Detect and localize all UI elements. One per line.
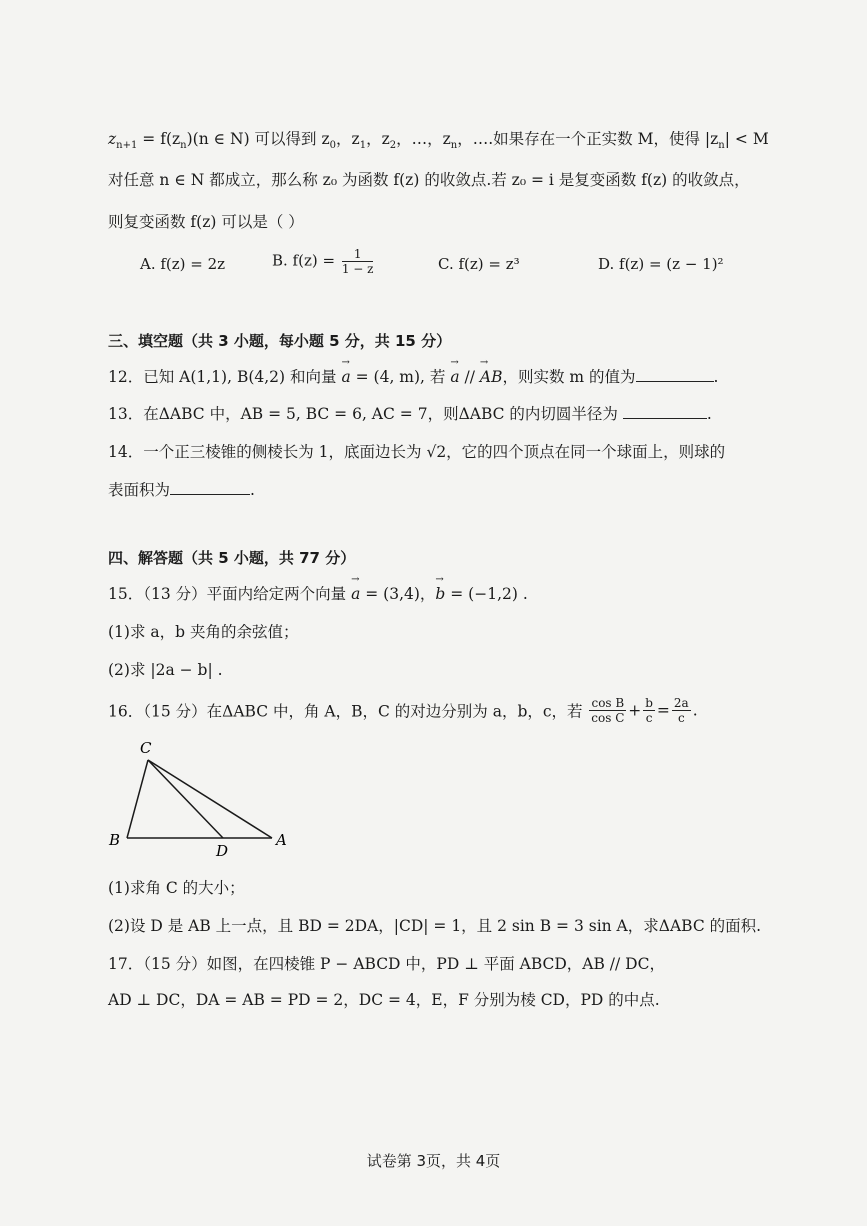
q12-end: . bbox=[713, 368, 719, 386]
fraction-numerator: cos B bbox=[591, 696, 625, 710]
q12-text: // bbox=[459, 368, 480, 386]
section3-title: 三、填空题（共 3 小题，每小题 5 分，共 15 分） bbox=[108, 332, 452, 350]
q16-text: 16．（15 分）在ΔABC 中，角 A，B，C 的对边分别为 a，b，c，若 bbox=[108, 702, 583, 721]
q11-text: )(n ∈ N) 可以得到 z bbox=[186, 130, 330, 148]
q16 bbox=[108, 696, 698, 725]
q15-part2: (2)求 |2a − b| . bbox=[108, 661, 223, 679]
fraction-numerator: 1 bbox=[342, 247, 374, 262]
triangle-figure bbox=[100, 735, 300, 865]
equals-sign: = bbox=[656, 701, 670, 720]
option-b-fraction bbox=[342, 247, 374, 276]
q11-line3: 则复变函数 f(z) 可以是（ ） bbox=[108, 213, 304, 231]
q15: 15．（13 分）平面内给定两个向量 → a = (3,4)，→ b = (−1,2) . bbox=[108, 582, 528, 604]
answer-blank[interactable] bbox=[170, 480, 250, 495]
q15-text: 15．（13 分）平面内给定两个向量 bbox=[108, 585, 352, 603]
q16-end: . bbox=[692, 701, 698, 720]
section4-title: 四、解答题（共 5 小题，共 77 分） bbox=[108, 549, 356, 567]
q15-text: = (−1,2) . bbox=[445, 585, 528, 603]
q16-fraction-3 bbox=[672, 696, 691, 725]
q13-text: 13．在ΔABC 中，AB = 5, BC = 6, AC = 7，则ΔABC 的内切圆半径为 bbox=[108, 405, 618, 423]
q12-text: 12．已知 A(1,1), B(4,2) 和向量 bbox=[108, 368, 342, 386]
page-footer: 试卷第 3页，共 4页 bbox=[366, 1152, 501, 1170]
q13 bbox=[108, 402, 712, 424]
q11-text: z bbox=[108, 130, 117, 148]
q15-text: = (3,4)， bbox=[360, 585, 436, 603]
q14-text: 表面积为 bbox=[108, 481, 171, 499]
q11-option-c: C. f(z) = z³ bbox=[438, 255, 520, 273]
q17-line2: AD ⊥ DC，DA = AB = PD = 2，DC = 4，E，F 分别为棱 CD，PD 的中点. bbox=[108, 991, 660, 1009]
fraction-denominator: c bbox=[677, 711, 685, 725]
q14-line2 bbox=[108, 478, 255, 500]
option-b-prefix: B. f(z) = bbox=[272, 251, 336, 270]
fraction-numerator: b bbox=[645, 696, 653, 710]
q11-line1: $z_{n+1} = f(z_n)(n$ ∈ N) 可以得到 $z_0$，$z_1$，$z_2$，…，$z_n$，….如果存在一个正实数 M，使得 $|z_n| < M$ bbox=[108, 130, 769, 152]
q11-text: ，z bbox=[336, 130, 360, 148]
q11-text: = f(z bbox=[137, 130, 181, 148]
label-c: C bbox=[140, 739, 152, 757]
q12-text: ，则实数 m 的值为 bbox=[502, 368, 636, 386]
plus-sign: + bbox=[628, 701, 642, 720]
q11-text: ，….如果存在一个正实数 M，使得 |z bbox=[457, 130, 719, 148]
side-cb bbox=[127, 760, 148, 838]
q11-option-b bbox=[272, 247, 375, 276]
q11-option-d: D. f(z) = (z − 1)² bbox=[598, 255, 724, 273]
q13-end: . bbox=[706, 405, 712, 423]
q16-fraction-1 bbox=[589, 696, 626, 725]
q16-part1: (1)求角 C 的大小； bbox=[108, 879, 245, 897]
q11-text: ，…，z bbox=[396, 130, 451, 148]
q16-fraction-2 bbox=[643, 696, 655, 725]
label-a: A bbox=[276, 831, 287, 849]
q17-line1: 17．（15 分）如图，在四棱锥 P − ABCD 中，PD ⊥ 平面 ABCD，AB // DC， bbox=[108, 955, 665, 973]
fraction-denominator: cos C bbox=[591, 711, 625, 725]
q14-line1: 14．一个正三棱锥的侧棱长为 1，底面边长为 √2，它的四个顶点在同一个球面上，则球的 bbox=[108, 443, 726, 461]
q11-option-a: A. f(z) = 2z bbox=[140, 255, 226, 273]
answer-blank[interactable] bbox=[623, 404, 707, 419]
q12-text: = (4, m), 若 bbox=[350, 368, 451, 386]
segment-cd bbox=[148, 760, 223, 838]
q15-part1: (1)求 a，b 夹角的余弦值； bbox=[108, 623, 299, 641]
side-ca bbox=[148, 760, 272, 838]
q11-text: | < M bbox=[724, 130, 769, 148]
q11-text: ，z bbox=[366, 130, 390, 148]
answer-blank[interactable] bbox=[636, 367, 714, 382]
q11-line2: 对任意 n ∈ N 都成立，那么称 z₀ 为函数 f(z) 的收敛点.若 z₀ = i 是复变函数 f(z) 的收敛点， bbox=[108, 171, 750, 189]
q12: 12．已知 A(1,1), B(4,2) 和向量 → a = (4, m), 若 → a // → AB，则实数 m 的值为 . bbox=[108, 365, 718, 387]
fraction-denominator: 1 − z bbox=[341, 262, 374, 276]
q16-part2: (2)设 D 是 AB 上一点，且 BD = 2DA，|CD| = 1，且 2 sin B = 3 sin A，求ΔABC 的面积. bbox=[108, 917, 762, 935]
fraction-numerator: 2a bbox=[673, 696, 689, 710]
label-d: D bbox=[216, 842, 229, 860]
label-b: B bbox=[109, 831, 121, 849]
q14-end: . bbox=[250, 481, 255, 499]
fraction-denominator: c bbox=[645, 711, 653, 725]
